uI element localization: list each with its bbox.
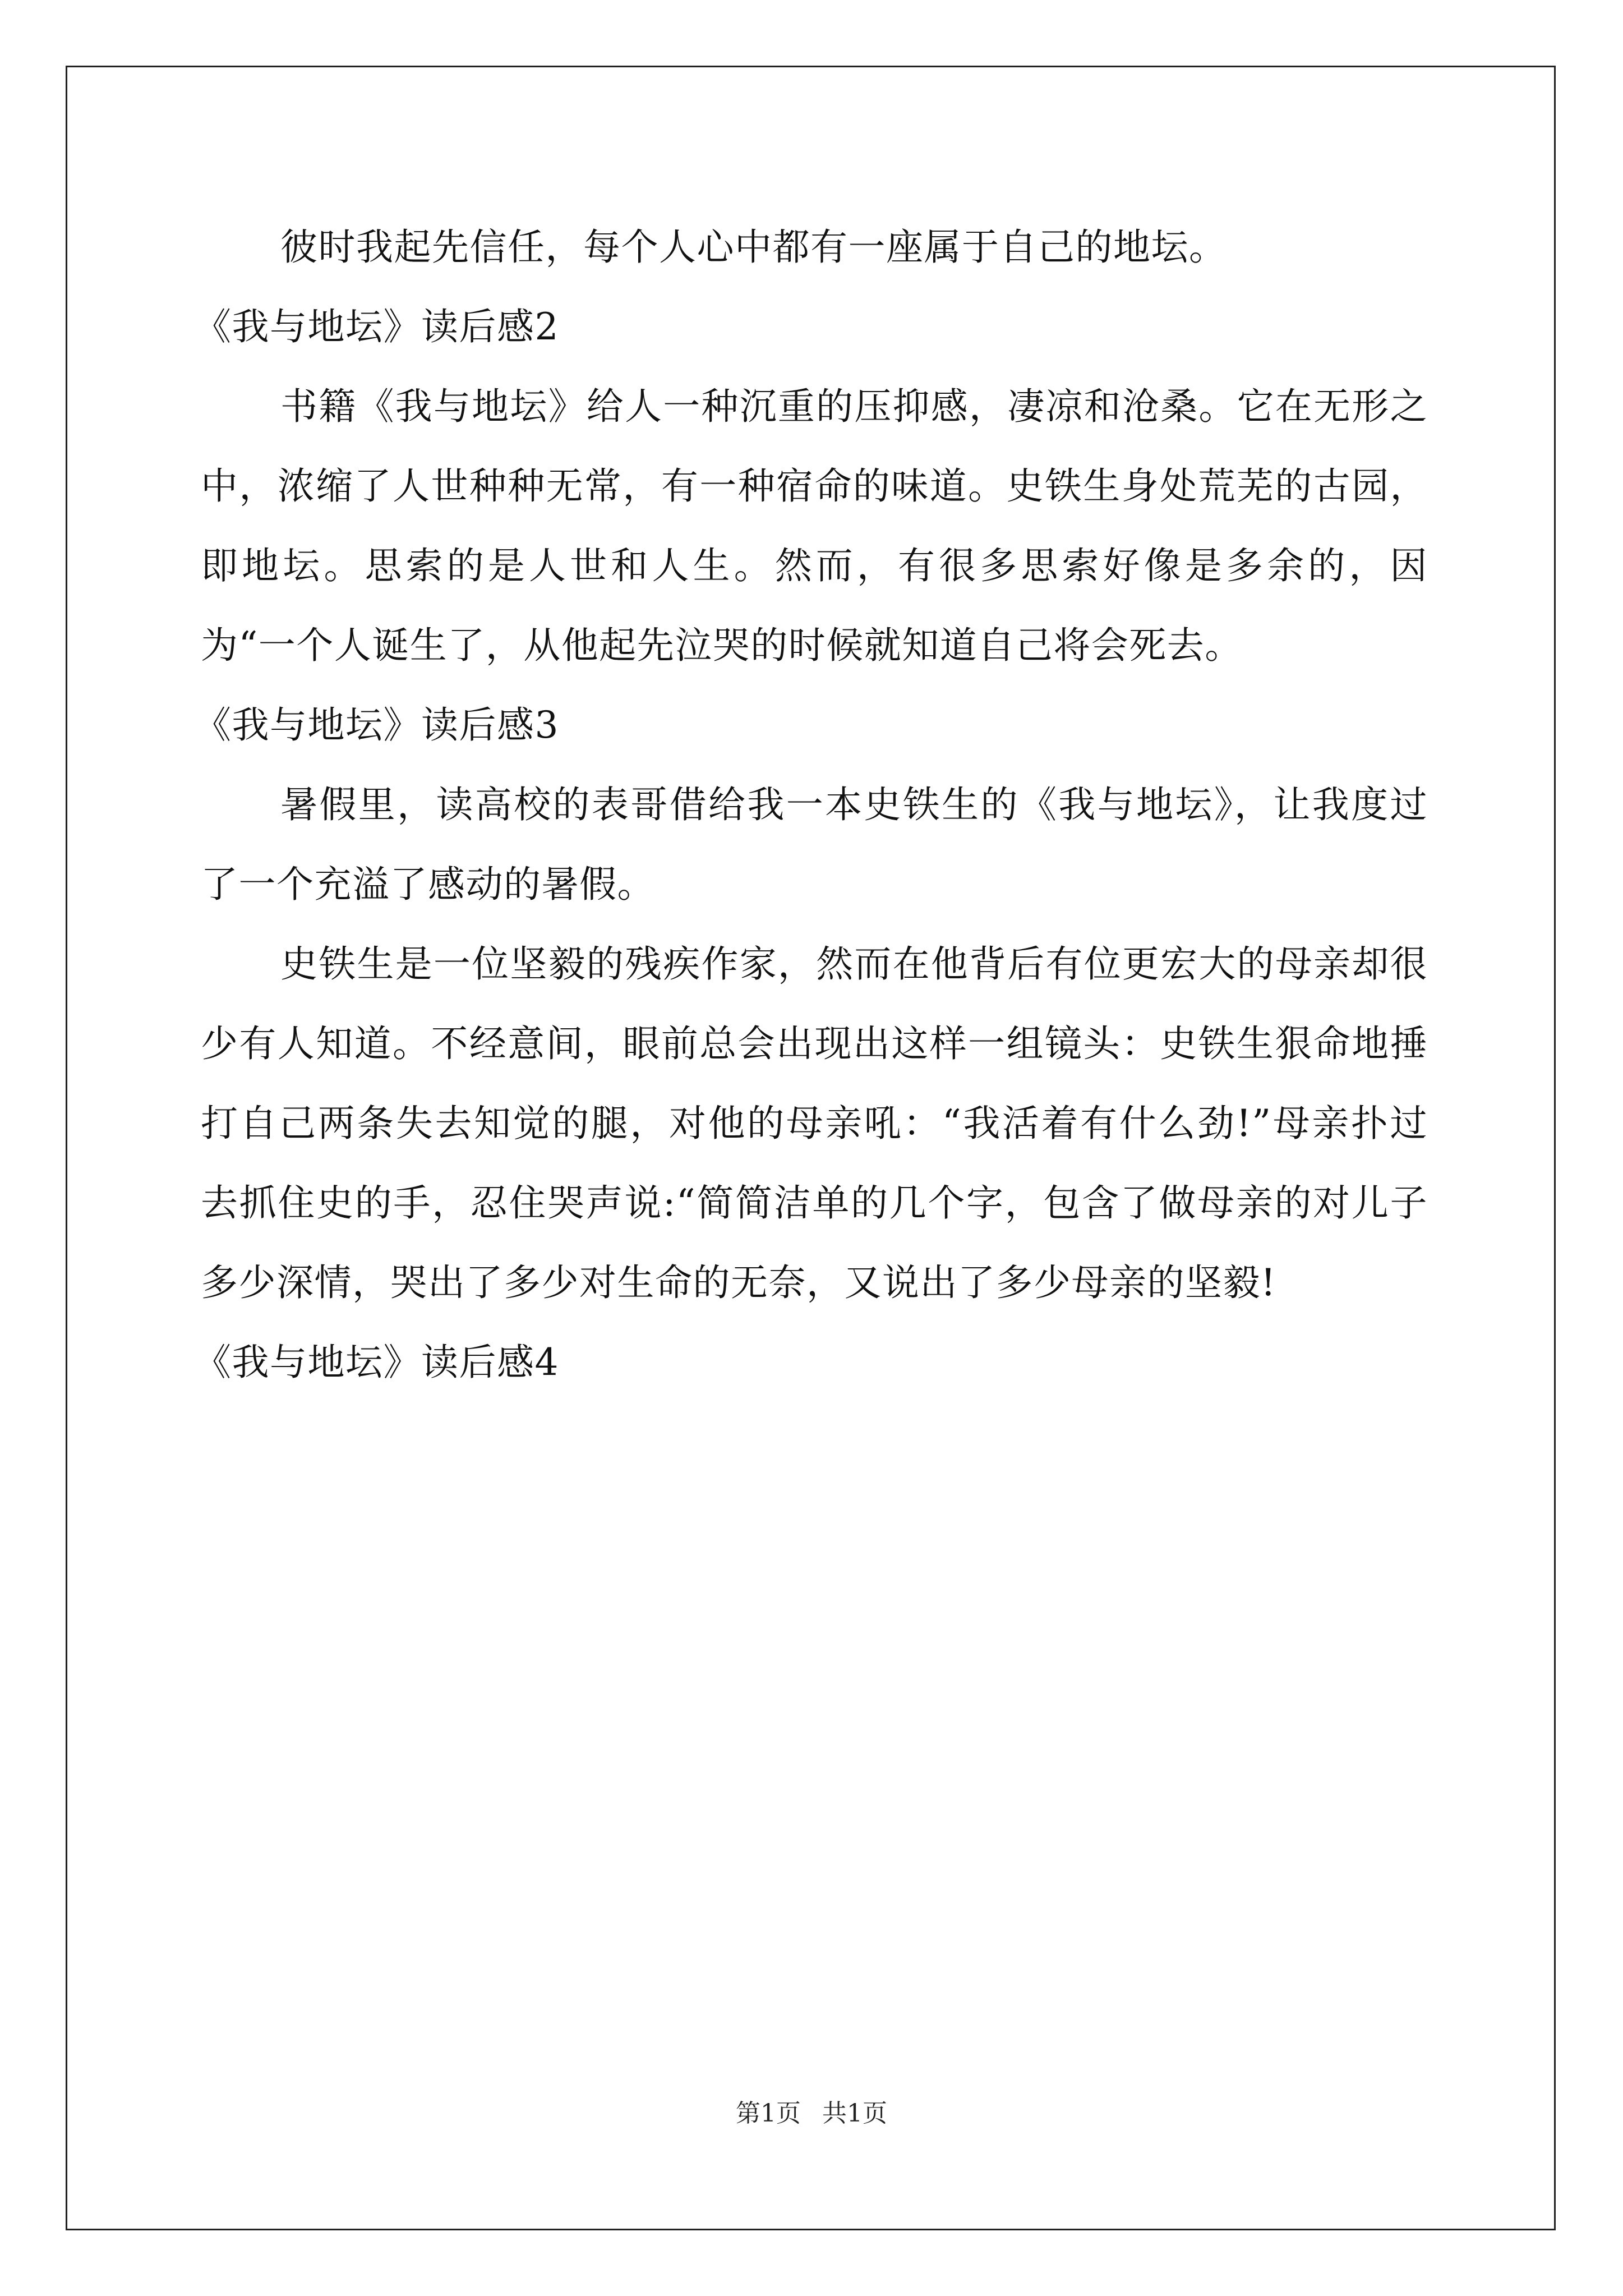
page-footer [0, 2097, 1623, 2131]
section-heading-2: 《我与地坛》读后感2 [194, 305, 559, 348]
paragraph-essay-3a: 暑假里，读高校的表哥借给我一本史铁生的《我与地坛》，让我度过了一个充溢了感动的暑假。 [201, 783, 1428, 906]
paragraph-essay-2: 书籍《我与地坛》给人一种沉重的压抑感，凄凉和沧桑。它在无形之中，浓缩了人世种种无常，有一种宿命的味道。史铁生身处荒芜的古园，即地坛。思索的是人世和人生。然而，有很多思索好像是多余的，因为“一个人诞生了，从他起先泣哭的时候就知道自己将会死去。 [201, 385, 1428, 667]
page-total: 共1页 [822, 2099, 887, 2128]
paragraph-essay-3b: 史铁生是一位坚毅的残疾作家，然而在他背后有位更宏大的母亲却很少有人知道。不经意间，眼前总会出现出这样一组镜头：史铁生狠命地捶打自己两条失去知觉的腿，对他的母亲吼：“我活着有什么劲!”母亲扑过去抓住史的手，忍住哭声说:“简简洁单的几个字，包含了做母亲的对儿子多少深情，哭出了多少对生命的无奈，又说出了多少母亲的坚毅! [201, 942, 1428, 1304]
paragraph-intro: 彼时我起先信任，每个人心中都有一座属于自己的地坛。 [280, 226, 1227, 269]
page-number: 第1页 [736, 2099, 801, 2128]
section-heading-4: 《我与地坛》读后感4 [194, 1341, 559, 1384]
document-body [194, 208, 1428, 1402]
section-heading-3: 《我与地坛》读后感3 [194, 703, 559, 747]
